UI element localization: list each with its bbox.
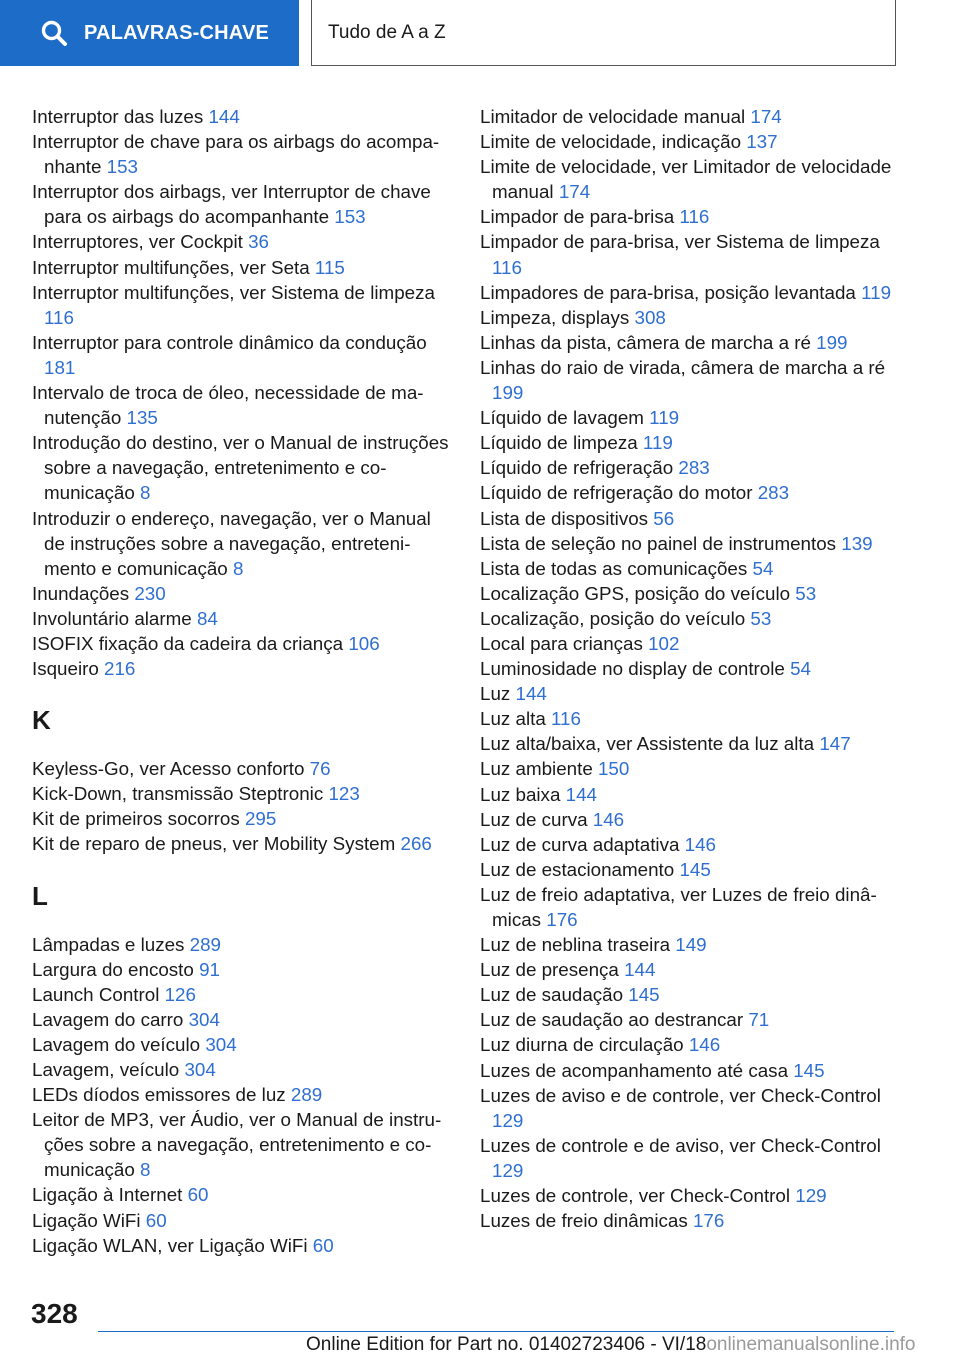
index-entry-text: Luz de neblina traseira: [480, 934, 671, 956]
index-entry: [480, 982, 900, 1007]
page-link[interactable]: 119: [649, 407, 680, 429]
page-link[interactable]: 139: [841, 532, 873, 554]
index-entry: [480, 782, 900, 807]
page-link[interactable]: 216: [104, 658, 136, 680]
page-link[interactable]: 56: [653, 507, 675, 529]
page-link[interactable]: 119: [642, 432, 673, 454]
index-entry-text: Luz de saudação ao destrancar: [480, 1009, 744, 1031]
page-link[interactable]: 84: [196, 607, 218, 629]
index-entry-text: Interruptor multifunções, ver Seta: [32, 256, 310, 278]
page-link[interactable]: 115: [314, 256, 345, 278]
footer-edition-text: Online Edition for Part no. 01402723406 - VI/18: [306, 1334, 707, 1355]
index-column-right: [480, 104, 900, 1233]
page-link[interactable]: 304: [188, 1008, 220, 1030]
index-entry-text: Limpeza, displays: [480, 306, 630, 328]
page-link[interactable]: 54: [752, 557, 774, 579]
page-link[interactable]: 36: [248, 231, 269, 253]
index-entry: [480, 229, 900, 279]
index-entry: [32, 806, 450, 831]
index-entry: [480, 857, 900, 882]
index-entry-text: Luz alta: [480, 708, 546, 730]
index-entry-text: Luzes de controle e de aviso, ver Check-Control: [480, 1134, 881, 1156]
page-link[interactable]: 145: [679, 858, 711, 880]
page-link[interactable]: 199: [816, 331, 848, 353]
page-link[interactable]: 144: [515, 683, 547, 705]
index-entry-text: Líquido de limpeza: [480, 432, 638, 454]
index-entry-text: Kit de primeiros socorros: [32, 808, 240, 830]
index-entry: [480, 656, 900, 681]
index-entry-text: Luz de freio adaptativa, ver Luzes de freio dinâmicas: [480, 883, 877, 930]
index-entry-text: Luz ambiente: [480, 758, 593, 780]
page-link[interactable]: 304: [184, 1059, 216, 1080]
index-entry-text: Ligação WLAN, ver Ligação WiFi: [32, 1234, 308, 1256]
index-entry-text: Localização GPS, posição do veículo: [480, 582, 791, 604]
page-link[interactable]: 135: [126, 407, 158, 429]
index-entry-text: Lâmpadas e luzes: [32, 933, 185, 955]
index-entry: [32, 1007, 450, 1032]
page-link[interactable]: 146: [688, 1034, 721, 1056]
index-entry: [32, 229, 450, 254]
index-entry: [480, 330, 900, 355]
index-entry: [32, 1208, 450, 1233]
page-link[interactable]: 304: [205, 1033, 237, 1055]
index-entry: [480, 204, 900, 229]
index-entry: [480, 832, 900, 857]
index-entry-text: Local para crianças: [480, 632, 643, 654]
page-link[interactable]: 146: [592, 808, 625, 830]
index-entry-text: Localização, posição do veículo: [480, 607, 746, 629]
index-entry-text: Limite de velocidade, ver Limitador de velocidade manual: [480, 156, 892, 203]
page-link[interactable]: 129: [492, 1159, 524, 1181]
page-link[interactable]: 116: [551, 708, 581, 730]
index-entry: [32, 506, 450, 581]
page-link[interactable]: 144: [624, 959, 656, 981]
index-entry: [480, 556, 900, 581]
index-entry-text: Luz: [480, 683, 511, 705]
index-entry: [32, 656, 450, 681]
page-link[interactable]: 150: [597, 758, 630, 780]
page-link[interactable]: 283: [678, 457, 710, 479]
index-entry-text: Luzes de controle, ver Check-Control: [480, 1185, 791, 1207]
page-link[interactable]: 8: [232, 557, 244, 579]
index-entry: [32, 1233, 450, 1258]
index-entry: [32, 581, 450, 606]
page-link[interactable]: 145: [628, 984, 660, 1006]
page-link[interactable]: 146: [684, 833, 716, 855]
section-letter: K: [32, 705, 51, 736]
index-entry-text: LEDs díodos emissores de luz: [32, 1084, 286, 1106]
index-entry-text: Lavagem, veículo: [32, 1059, 180, 1080]
a-to-z-tab[interactable]: [311, 0, 896, 66]
index-entry-text: Luz de presença: [480, 959, 619, 981]
index-entry-text: Limpadores de para-brisa, posição levantada: [480, 281, 856, 303]
index-entry: [480, 506, 900, 531]
page-link[interactable]: 60: [312, 1234, 334, 1256]
index-entry: [480, 430, 900, 455]
page-link[interactable]: 102: [648, 632, 680, 654]
index-entry: [32, 631, 450, 656]
watermark: onlinemanuals: [706, 1334, 829, 1355]
index-entry: [32, 1107, 450, 1182]
index-entry-text: ISOFIX fixação da cadeira da criança: [32, 632, 344, 654]
index-entry-text: Lista de dispositivos: [480, 507, 649, 529]
index-entry-text: Luzes de freio dinâmicas: [480, 1210, 688, 1232]
index-entry-text: Luz de estacionamento: [480, 858, 675, 880]
index-entry-text: Leitor de MP3, ver Áudio, ver o Manual de instruções sobre a navegação, entretenimento e comunicação: [32, 1109, 442, 1181]
index-entry-text: Luz de saudação: [480, 984, 624, 1006]
index-entry: [32, 1182, 450, 1207]
page-link[interactable]: 144: [565, 783, 597, 805]
index-entry-text: Launch Control: [32, 983, 160, 1005]
index-entry-text: Involuntário alarme: [32, 607, 192, 629]
page-link[interactable]: 54: [790, 658, 811, 680]
index-entry-text: Luz diurna de circulação: [480, 1034, 684, 1056]
index-entry: [32, 982, 450, 1007]
page-link[interactable]: 153: [334, 206, 366, 228]
index-entry: [480, 706, 900, 731]
page-link[interactable]: 283: [757, 482, 790, 504]
page-link[interactable]: 129: [492, 1109, 524, 1131]
index-entry-text: Líquido de refrigeração: [480, 457, 674, 479]
index-entry: [32, 430, 450, 505]
index-entry-text: Interruptor para controle dinâmico da condução: [32, 331, 427, 353]
index-entry-text: Líquido de lavagem: [480, 407, 644, 429]
page-link[interactable]: 230: [134, 582, 166, 604]
watermark-suffix: online.info: [828, 1334, 916, 1355]
index-entry-text: Introduzir o endereço, navegação, ver o Manual de instruções sobre a navegação, entretenimento e comunicação: [32, 507, 431, 579]
page-link[interactable]: 153: [106, 156, 139, 178]
index-entry: [480, 280, 900, 305]
index-entry: [480, 1058, 900, 1083]
index-entry: [480, 1183, 900, 1208]
page-link[interactable]: 174: [750, 106, 782, 127]
index-entry: [480, 154, 900, 204]
index-entry: [480, 305, 900, 330]
page-link[interactable]: 149: [675, 934, 707, 956]
index-entry-text: Kit de reparo de pneus, ver Mobility System: [32, 833, 396, 855]
index-entry-text: Inundações: [32, 582, 130, 604]
index-entry-text: Interruptor das luzes: [32, 106, 204, 127]
page-link[interactable]: 106: [348, 632, 380, 654]
index-entry: [32, 330, 450, 380]
page-link[interactable]: 60: [145, 1209, 167, 1231]
index-entry: [480, 129, 900, 154]
index-entry-text: Limpador de para-brisa, ver Sistema de limpeza: [480, 231, 880, 253]
index-entry: [480, 104, 900, 129]
page-link[interactable]: 53: [795, 582, 817, 604]
page-link[interactable]: 53: [750, 607, 772, 629]
page-link[interactable]: 199: [492, 382, 524, 404]
footer-divider: [98, 1331, 894, 1332]
page-link[interactable]: 174: [558, 181, 591, 203]
index-entry-text: Luz de curva adaptativa: [480, 833, 680, 855]
index-entry-text: Lista de todas as comunicações: [480, 557, 748, 579]
page-number: 328: [31, 1298, 78, 1329]
index-entry: [480, 581, 900, 606]
index-entry-text: Luzes de aviso e de controle, ver Check-Control: [480, 1084, 881, 1106]
index-entry: [480, 355, 900, 405]
index-entry: [32, 957, 450, 982]
index-entry-text: Limpador de para-brisa: [480, 206, 675, 228]
section-letter: L: [32, 880, 48, 911]
index-entry: [480, 932, 900, 957]
index-entry-text: Limitador de velocidade manual: [480, 106, 746, 127]
index-entry-text: Keyless-Go, ver Acesso conforto: [32, 758, 305, 780]
index-entry-text: Lavagem do carro: [32, 1008, 184, 1030]
page-link[interactable]: 123: [328, 783, 360, 805]
index-entry-text: Largura do encosto: [32, 958, 194, 980]
index-entry: [480, 480, 900, 505]
index-entry-text: Linhas da pista, câmera de marcha a ré: [480, 331, 811, 353]
page-link[interactable]: 295: [244, 808, 277, 830]
page-link[interactable]: 289: [290, 1084, 323, 1106]
page-link[interactable]: 289: [189, 933, 221, 955]
index-entry-text: Intervalo de troca de óleo, necessidade de manutenção: [32, 382, 424, 429]
a-to-z-tab-label: Tudo de A a Z: [328, 21, 446, 43]
index-entry-text: Ligação WiFi: [32, 1209, 141, 1231]
index-entry-text: Limite de velocidade, indicação: [480, 131, 742, 153]
index-entry: [480, 1032, 900, 1057]
index-entry-text: Interruptores, ver Cockpit: [32, 231, 243, 253]
page-link[interactable]: 144: [208, 106, 240, 127]
index-entry: [480, 756, 900, 781]
index-entry-text: Luz alta/baixa, ver Assistente da luz alta: [480, 733, 815, 755]
index-entry-text: Luz de curva: [480, 808, 588, 830]
page-link[interactable]: 119: [861, 281, 892, 303]
index-entry-text: Luminosidade no display de controle: [480, 658, 785, 680]
index-entry: [480, 455, 900, 480]
index-entry-text: Linhas do raio de virada, câmera de marcha a ré: [480, 356, 886, 378]
index-entry: [32, 932, 450, 957]
index-entry-text: Líquido de refrigeração do motor: [480, 482, 753, 504]
index-entry-text: Luzes de acompanhamento até casa: [480, 1059, 789, 1081]
page-link[interactable]: 176: [692, 1210, 725, 1232]
index-entry: [480, 606, 900, 631]
keywords-button[interactable]: [0, 0, 299, 66]
page-link[interactable]: 91: [199, 958, 220, 980]
index-entry: [32, 280, 450, 330]
index-entry: [32, 129, 450, 179]
index-entry: [32, 255, 450, 280]
index-entry-text: Lavagem do veículo: [32, 1033, 201, 1055]
index-entry: [32, 104, 450, 129]
page-link[interactable]: 137: [746, 131, 778, 153]
index-entry: [32, 1057, 450, 1082]
page-link[interactable]: 176: [546, 909, 578, 930]
index-entry: [480, 882, 900, 932]
index-entry: [480, 531, 900, 556]
page-link[interactable]: 71: [748, 1009, 770, 1031]
index-entry: [480, 807, 900, 832]
index-entry-text: Isqueiro: [32, 658, 99, 680]
index-entry: [480, 405, 900, 430]
page-link[interactable]: 8: [140, 482, 151, 504]
page-link[interactable]: 8: [140, 1159, 151, 1181]
index-column-left: [32, 104, 450, 1258]
page-link[interactable]: 181: [44, 356, 76, 378]
index-entry-text: Interruptor dos airbags, ver Interruptor de chave para os airbags do acompanhante: [32, 181, 431, 228]
footer-edition: [306, 1334, 915, 1356]
index-entry: [480, 1208, 900, 1233]
index-entry: [480, 631, 900, 656]
index-entry: [32, 781, 450, 806]
index-entry: [480, 1007, 900, 1032]
index-entry-text: Ligação à Internet: [32, 1184, 183, 1206]
index-entry-text: Lista de seleção no painel de instrumentos: [480, 532, 837, 554]
page-link[interactable]: 147: [819, 733, 851, 755]
page-link[interactable]: 266: [400, 833, 432, 855]
page-link[interactable]: 60: [187, 1184, 209, 1206]
top-navigation: [0, 0, 960, 66]
index-entry-text: Interruptor multifunções, ver Sistema de limpeza: [32, 281, 435, 303]
page-link[interactable]: 145: [793, 1059, 825, 1081]
index-entry: [32, 179, 450, 229]
search-icon: [40, 19, 68, 47]
index-entry: [480, 681, 900, 706]
index-entry-text: Interruptor de chave para os airbags do acompanhante: [32, 131, 440, 178]
index-entry: [32, 1082, 450, 1107]
index-entry: [32, 756, 450, 781]
index-entry-text: Kick-Down, transmissão Steptronic: [32, 783, 324, 805]
index-entry: [480, 731, 900, 756]
index-entry: [32, 1032, 450, 1057]
keywords-button-label: PALAVRAS-CHAVE: [84, 21, 270, 44]
index-entry: [32, 831, 450, 856]
index-entry-text: Luz baixa: [480, 783, 561, 805]
index-entry: [32, 380, 450, 430]
page-link[interactable]: 116: [44, 306, 74, 328]
page-link[interactable]: 116: [492, 256, 522, 278]
page-link[interactable]: 116: [679, 206, 710, 228]
page-link[interactable]: 126: [164, 983, 196, 1005]
index-entry: [480, 957, 900, 982]
page-link[interactable]: 308: [634, 306, 666, 328]
index-entry: [480, 1083, 900, 1133]
index-entry: [32, 606, 450, 631]
page-link[interactable]: 129: [795, 1185, 827, 1207]
index-entry: [480, 1133, 900, 1183]
page-link[interactable]: 76: [309, 758, 331, 780]
index-entry-text: Introdução do destino, ver o Manual de instruções sobre a navegação, entretenimento e comunicação: [32, 432, 449, 504]
